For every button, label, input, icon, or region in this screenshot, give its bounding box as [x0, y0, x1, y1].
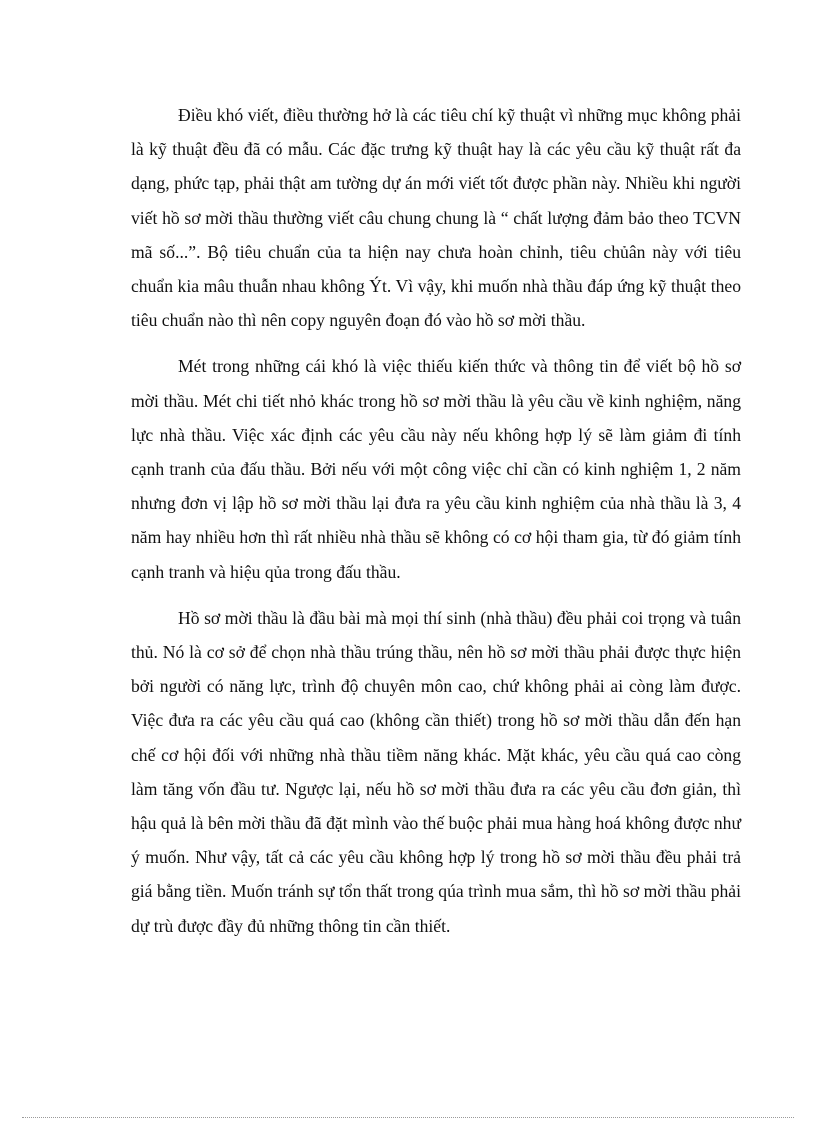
paragraph-1: Điều khó viết, điều thường hở là các tiêu chí kỹ thuật vì những mục không phải là kỹ thuật đều đã có mẫu. Các đặc trưng kỹ thuật hay là các yêu cầu kỹ thuật rất đa dạng, phức tạp, phải thật am tường dự án mới viết tốt được phần này. Nhiều khi người viết hồ sơ mời thầu thường viết câu chung chung là “ chất lượng đảm bảo theo TCVN mã số...”. Bộ tiêu chuẩn của ta hiện nay chưa hoàn chỉnh, tiêu chủân này với tiêu chuẩn kia mâu thuẫn nhau không Ýt. Vì vậy, khi muốn nhà thầu đáp ứng kỹ thuật theo tiêu chuẩn nào thì nên copy nguyên đoạn đó vào hồ sơ mời thầu. — [131, 105, 741, 331]
paragraph-3: Hồ sơ mời thầu là đầu bài mà mọi thí sinh (nhà thầu) đều phải coi trọng và tuân thủ. Nó là cơ sở để chọn nhà thầu trúng thầu, nên hồ sơ mời thầu phải được thực hiện bởi người có năng lực, trình độ chuyên môn cao, chứ không phải ai còng làm được. Việc đưa ra các yêu cầu quá cao (không cần thiết) trong hồ sơ mời thầu dẫn đến hạn chế cơ hội đối với những nhà thầu tiềm năng khác. Mặt khác, yêu cầu quá cao còng làm tăng vốn đầu tư. Ngược lại, nếu hồ sơ mời thầu đưa ra các yêu cầu đơn giản, thì hậu quả là bên mời thầu đã đặt mình vào thế buộc phải mua hàng hoá không được như ý muốn. Như vậy, tất cả các yêu cầu không hợp lý trong hồ sơ mời thầu đều phải trả giá bằng tiền. Muốn tránh sự tổn thất trong qúa trình mua sắm, thì hồ sơ mời thầu phải dự trù được đầy đủ những thông tin cần thiết. — [131, 607, 741, 936]
footer-divider — [22, 1117, 794, 1118]
paragraph-2: Mét trong những cái khó là việc thiếu kiến thức và thông tin để viết bộ hồ sơ mời thầu. Mét chi tiết nhỏ khác trong hồ sơ mời thầu là yêu cầu về kinh nghiệm, năng lực nhà thầu. Việc xác định các yêu cầu này nếu không hợp lý sẽ làm giảm đi tính cạnh tranh của đấu thầu. Bởi nếu với một công việc chỉ cần có kinh nghiệm 1, 2 năm nhưng đơn vị lập hồ sơ mời thầu lại đưa ra yêu cầu kinh nghiệm của nhà thầu là 3, 4 năm hay nhiều hơn thì rất nhiều nhà thầu sẽ không có cơ hội tham gia, từ đó giảm tính cạnh tranh và hiệu qủa trong đấu thầu. — [131, 356, 741, 582]
document-body — [131, 98, 741, 955]
